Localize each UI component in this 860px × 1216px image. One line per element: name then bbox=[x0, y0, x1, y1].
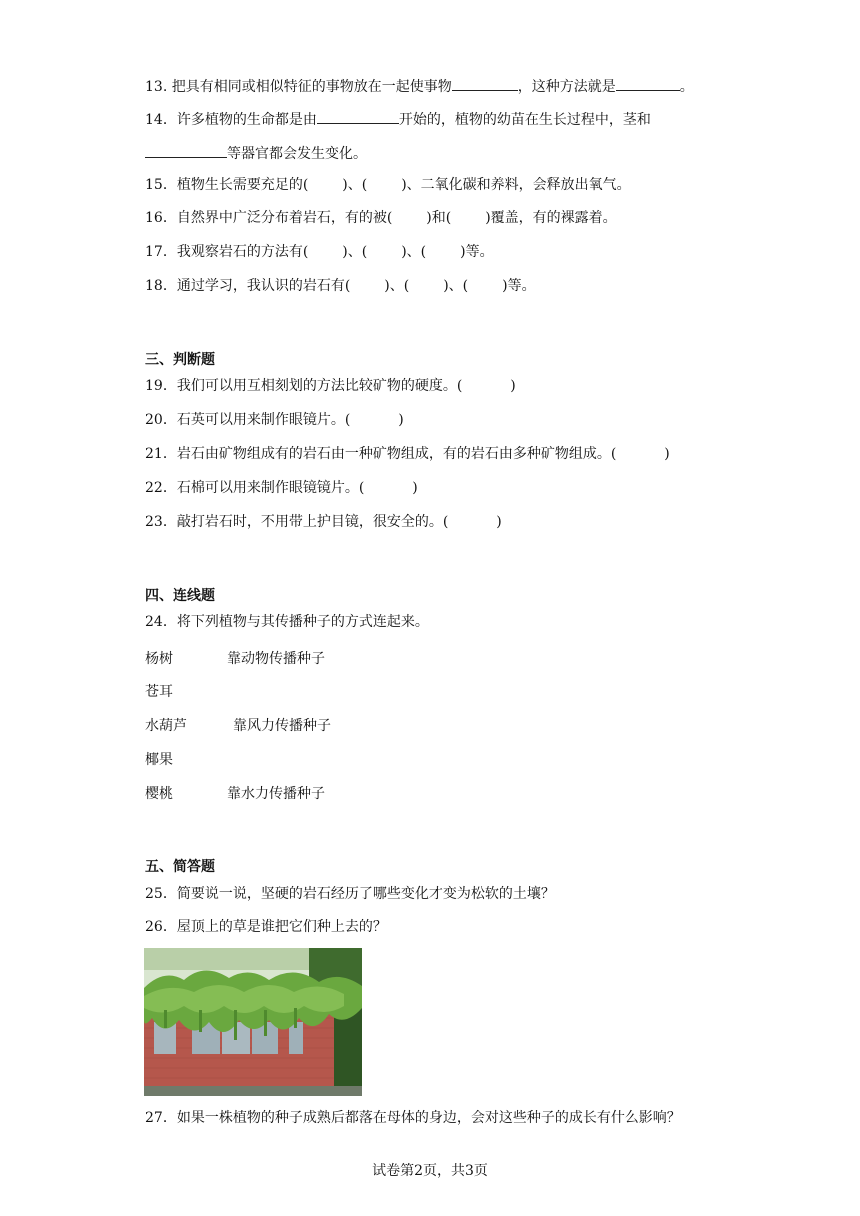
question-25: 25．简要说一说，坚硬的岩石经历了哪些变化才变为松软的土壤？ bbox=[145, 886, 555, 902]
section-heading-matching: 四、连线题 bbox=[145, 588, 215, 604]
answer-blank[interactable] bbox=[145, 141, 227, 158]
question-16: 16．自然界中广泛分布着岩石，有的被( )和( )覆盖，有的裸露着。 bbox=[145, 210, 617, 226]
section-heading-short-answer: 五、简答题 bbox=[145, 859, 215, 875]
plant-item[interactable]: 椰果 bbox=[145, 752, 173, 768]
question-14-cont: 等器官都会发生变化。 bbox=[145, 141, 367, 164]
answer-blank[interactable] bbox=[452, 74, 518, 91]
answer-blank[interactable] bbox=[317, 107, 399, 124]
answer-blank[interactable] bbox=[616, 74, 680, 91]
page-footer: 试卷第2页，共3页 bbox=[372, 1163, 488, 1179]
plant-item[interactable]: 樱桃 bbox=[145, 786, 173, 802]
method-item[interactable]: 靠风力传播种子 bbox=[233, 718, 331, 734]
question-23: 23．敲打岩石时，不用带上护目镜，很安全的。( ) bbox=[145, 514, 502, 530]
question-21: 21．岩石由矿物组成有的岩石由一种矿物组成，有的岩石由多种矿物组成。( ) bbox=[145, 446, 670, 462]
section-heading-judgment: 三、判断题 bbox=[145, 352, 215, 368]
question-19: 19．我们可以用互相刻划的方法比较矿物的硬度。( ) bbox=[145, 378, 516, 394]
question-14: 14．许多植物的生命都是由 开始的，植物的幼苗在生长过程中，茎和 bbox=[145, 107, 651, 130]
question-17: 17．我观察岩石的方法有( )、( )、( )等。 bbox=[145, 244, 494, 260]
question-20: 20．石英可以用来制作眼镜片。( ) bbox=[145, 412, 404, 428]
question-26: 26．屋顶上的草是谁把它们种上去的？ bbox=[145, 919, 387, 935]
question-15: 15．植物生长需要充足的( )、( )、二氧化碳和养料，会释放出氧气。 bbox=[145, 177, 631, 193]
question-13: 13. 把具有相同或相似特征的事物放在一起使事物 ，这种方法就是 。 bbox=[145, 74, 694, 97]
rooftop-grass-photo bbox=[144, 948, 362, 1096]
plant-item[interactable]: 水葫芦 bbox=[145, 718, 187, 734]
plant-item[interactable]: 苍耳 bbox=[145, 684, 173, 700]
question-24: 24．将下列植物与其传播种子的方式连起来。 bbox=[145, 614, 429, 630]
method-item[interactable]: 靠水力传播种子 bbox=[227, 786, 325, 802]
method-item[interactable]: 靠动物传播种子 bbox=[227, 651, 325, 667]
question-27: 27．如果一株植物的种子成熟后都落在母体的身边，会对这些种子的成长有什么影响？ bbox=[145, 1110, 681, 1126]
question-18: 18．通过学习，我认识的岩石有( )、( )、( )等。 bbox=[145, 278, 536, 294]
question-22: 22．石棉可以用来制作眼镜镜片。( ) bbox=[145, 480, 418, 496]
plant-item[interactable]: 杨树 bbox=[145, 651, 173, 667]
